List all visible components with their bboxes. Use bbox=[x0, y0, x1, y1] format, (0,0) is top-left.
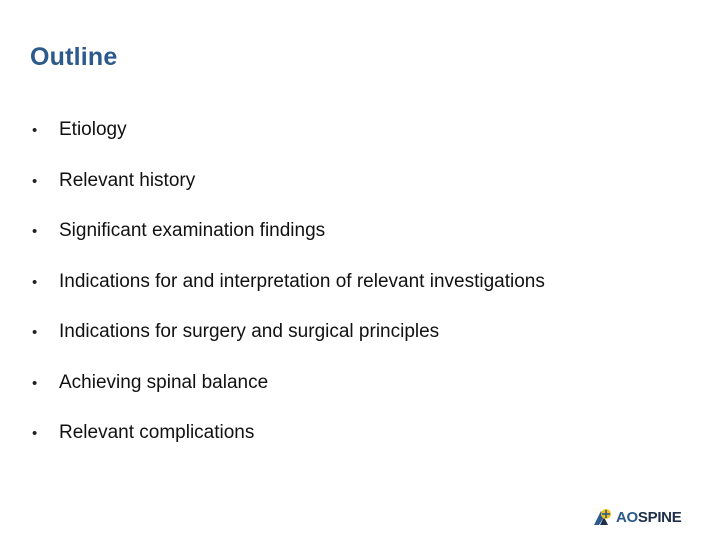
list-item-text: Indications for and interpretation of relevant investigations bbox=[59, 270, 545, 292]
list-item-text: Achieving spinal balance bbox=[59, 371, 269, 393]
logo-wordmark bbox=[616, 509, 681, 526]
list-item-text: Relevant complications bbox=[59, 422, 255, 443]
list-item bbox=[32, 119, 545, 170]
list-item-text: Relevant history bbox=[59, 169, 196, 191]
bullet-marker: • bbox=[32, 122, 38, 139]
list-item-text: Etiology bbox=[59, 119, 127, 140]
list-item bbox=[32, 170, 545, 221]
bullet-marker: • bbox=[32, 425, 38, 442]
list-item bbox=[32, 220, 545, 271]
logo-wordmark-spine: SPINE bbox=[637, 508, 682, 526]
bullet-marker: • bbox=[32, 273, 38, 291]
list-item-text: Significant examination findings bbox=[59, 220, 326, 241]
logo-wordmark-ao: AO bbox=[616, 508, 638, 526]
bullet-marker: • bbox=[32, 223, 38, 240]
bullet-marker: • bbox=[32, 324, 38, 341]
aospine-logo bbox=[593, 506, 681, 528]
list-item-text: Indications for surgery and surgical principles bbox=[59, 321, 440, 342]
bullet-marker: • bbox=[32, 374, 38, 392]
bullet-marker: • bbox=[32, 172, 38, 190]
aospine-logo-icon bbox=[593, 507, 613, 527]
list-item bbox=[32, 271, 545, 322]
list-item bbox=[32, 321, 545, 372]
list-item bbox=[32, 372, 545, 423]
outline-list bbox=[32, 119, 545, 473]
list-item bbox=[32, 422, 545, 473]
slide-title: Outline bbox=[30, 43, 118, 71]
